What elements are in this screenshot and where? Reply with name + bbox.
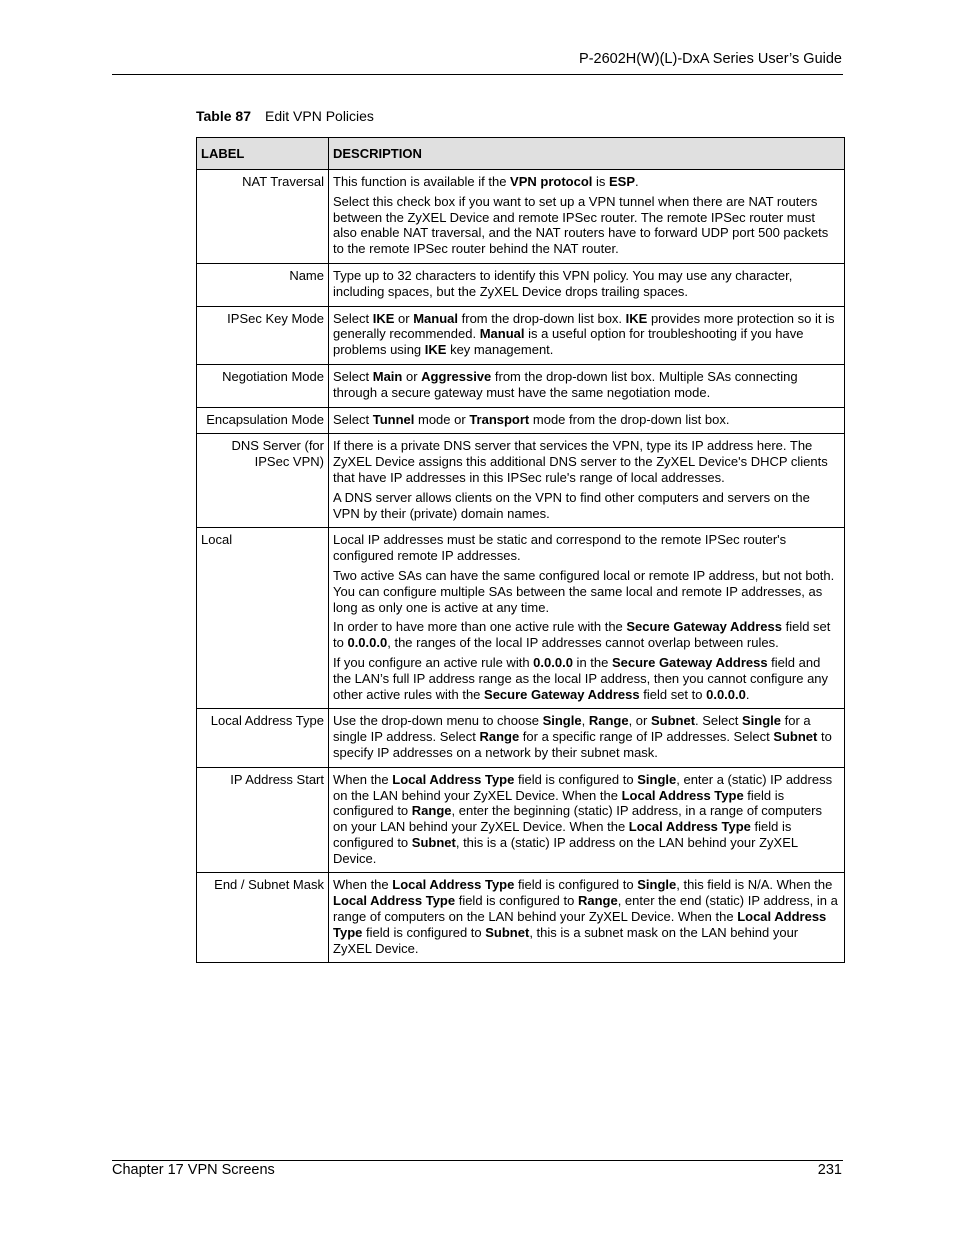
- row-label: Local: [197, 528, 329, 709]
- bold-term: Aggressive: [421, 368, 492, 384]
- description-paragraph: This function is available if the VPN protocol is ESP.: [333, 174, 639, 189]
- bold-term: Local Address Type: [333, 893, 456, 909]
- table-number: Table 87: [196, 108, 251, 124]
- bold-term: Local Address Type: [392, 877, 515, 893]
- bold-term: Manual: [413, 310, 459, 326]
- description-paragraph: When the Local Address Type field is configured to Single, this field is N/A. When the Local Address Type field is configured to Range, enter the end (static) IP address, in a range of computers on the LAN behind your ZyXEL Device. When the Local Address Type field is configured to Subnet, this is a subnet mask on the LAN behind your ZyXEL Device.: [333, 877, 838, 956]
- table-title: Edit VPN Policies: [265, 108, 374, 124]
- description-paragraph: A DNS server allows clients on the VPN to find other computers and servers on the VPN by their (private) domain names.: [333, 489, 810, 521]
- bold-term: Single: [742, 713, 782, 729]
- description-paragraph: Select Tunnel mode or Transport mode from the drop-down list box.: [333, 411, 730, 427]
- table-row: [197, 434, 845, 528]
- bold-term: IKE: [372, 310, 395, 326]
- bold-term: 0.0.0.0: [706, 686, 746, 702]
- footer-divider: [112, 1160, 843, 1161]
- row-label: End / Subnet Mask: [197, 873, 329, 963]
- guide-title: P-2602H(W)(L)-DxA Series User’s Guide: [579, 51, 842, 67]
- bold-term: Secure Gateway Address: [626, 619, 782, 635]
- bold-term: VPN protocol: [510, 174, 593, 189]
- description-paragraph: If you configure an active rule with 0.0.0.0 in the Secure Gateway Address field and the LAN’s full IP address range as the local IP address, then you cannot configure any other active rules with the Secure Gateway Address field set to 0.0.0.0.: [333, 654, 829, 702]
- bold-term: ESP: [609, 174, 636, 189]
- bold-term: Single: [542, 713, 582, 729]
- bold-term: Local Address Type: [628, 819, 751, 835]
- page-number: 231: [817, 1162, 842, 1178]
- table-row: [197, 364, 845, 407]
- description-paragraph: Local IP addresses must be static and correspond to the remote IPSec router's configured remote IP addresses.: [333, 532, 787, 564]
- table-row: [197, 767, 845, 873]
- row-label: Negotiation Mode: [197, 364, 329, 407]
- description-paragraph: Select IKE or Manual from the drop-down list box. IKE provides more protection so it is generally recommended. Manual is a useful option for troubleshooting if you have problems using IKE key management.: [333, 310, 835, 358]
- row-description: [329, 306, 845, 364]
- table-row: [197, 873, 845, 963]
- row-label: Encapsulation Mode: [197, 407, 329, 434]
- description-paragraph: If there is a private DNS server that services the VPN, type its IP address here. The ZyXEL Device assigns this additional DNS server to the ZyXEL Device's DHCP clients that have IP addresses in this IPSec rule's range of local addresses.: [333, 438, 828, 485]
- label-column-header: LABEL: [197, 138, 329, 170]
- bold-term: Single: [637, 771, 677, 787]
- table-row: [197, 407, 845, 434]
- bold-term: IKE: [625, 310, 648, 326]
- bold-term: 0.0.0.0: [347, 635, 388, 651]
- bold-term: IKE: [424, 342, 447, 358]
- row-description: [329, 434, 845, 528]
- row-description: [329, 709, 845, 767]
- row-description: [329, 767, 845, 873]
- bold-term: Secure Gateway Address: [611, 654, 768, 670]
- description-paragraph: Type up to 32 characters to identify this VPN policy. You may use any character, including spaces, but the ZyXEL Device drops trailing spaces.: [333, 267, 793, 299]
- table-row: [197, 263, 845, 306]
- row-label: DNS Server (for IPSec VPN): [197, 434, 329, 528]
- bold-term: Range: [588, 713, 629, 729]
- bold-term: Manual: [479, 326, 525, 342]
- bold-term: Main: [372, 368, 403, 384]
- description-paragraph: Select Main or Aggressive from the drop-down list box. Multiple SAs connecting through a secure gateway must have the same negotiation mode.: [333, 368, 798, 400]
- table-header-row: [197, 138, 845, 170]
- bold-term: Local Address Type: [621, 787, 744, 803]
- bold-term: 0.0.0.0: [533, 654, 573, 670]
- table-row: [197, 528, 845, 709]
- description-paragraph: When the Local Address Type field is configured to Single, enter a (static) IP address on the LAN behind your ZyXEL Device. When the Local Address Type field is configured to Range, enter the beginning (static) IP address, in a range of computers on your LAN behind your ZyXEL Device. When the Local Address Type field is configured to Subnet, this is a (static) IP address on the LAN behind your ZyXEL Device.: [333, 771, 833, 866]
- row-label: IP Address Start: [197, 767, 329, 873]
- row-label: NAT Traversal: [197, 170, 329, 264]
- description-paragraph: Select this check box if you want to set up a VPN tunnel when there are NAT routers between the ZyXEL Device and remote IPSec router. The remote IPSec router must also enable NAT traversal, and the NAT routers have to forward UDP port 500 packets to the remote IPSec router behind the NAT router.: [333, 193, 829, 257]
- bold-term: Local Address Type: [392, 771, 515, 787]
- bold-term: Subnet: [773, 729, 818, 745]
- bold-term: Tunnel: [372, 411, 415, 427]
- row-description: [329, 364, 845, 407]
- bold-term: Secure Gateway Address: [484, 686, 640, 702]
- row-description: [329, 407, 845, 434]
- bold-term: Subnet: [650, 713, 696, 729]
- description-column-header: DESCRIPTION: [329, 138, 845, 170]
- description-paragraph: Two active SAs can have the same configured local or remote IP address, but not both. You can configure multiple SAs between the same local and remote IP addresses, as long as only one is active at any time.: [333, 567, 835, 615]
- row-label: Name: [197, 263, 329, 306]
- bold-term: Subnet: [411, 834, 456, 850]
- row-description: [329, 170, 845, 264]
- bold-term: Range: [577, 893, 618, 909]
- description-paragraph: In order to have more than one active rule with the Secure Gateway Address field set to 0.0.0.0, the ranges of the local IP addresses cannot overlap between rules.: [333, 619, 831, 651]
- chapter-title: Chapter 17 VPN Screens: [112, 1162, 275, 1178]
- bold-term: Transport: [469, 411, 530, 427]
- row-label: IPSec Key Mode: [197, 306, 329, 364]
- vpn-policies-table: [196, 137, 845, 963]
- table-row: [197, 306, 845, 364]
- bold-term: Single: [637, 877, 677, 893]
- row-label: Local Address Type: [197, 709, 329, 767]
- table-caption: [196, 108, 374, 124]
- description-paragraph: Use the drop-down menu to choose Single, Range, or Subnet. Select Single for a single IP address. Select Range for a specific range of IP addresses. Select Subnet to specify IP addresses on a network by their subnet mask.: [333, 713, 832, 760]
- bold-term: Range: [479, 729, 520, 745]
- table-row: [197, 170, 845, 264]
- bold-term: Local Address Type: [333, 909, 827, 940]
- table-row: [197, 709, 845, 767]
- row-description: [329, 263, 845, 306]
- header-divider: [112, 74, 843, 75]
- bold-term: Subnet: [485, 924, 530, 940]
- bold-term: Range: [411, 803, 452, 819]
- row-description: [329, 873, 845, 963]
- row-description: [329, 528, 845, 709]
